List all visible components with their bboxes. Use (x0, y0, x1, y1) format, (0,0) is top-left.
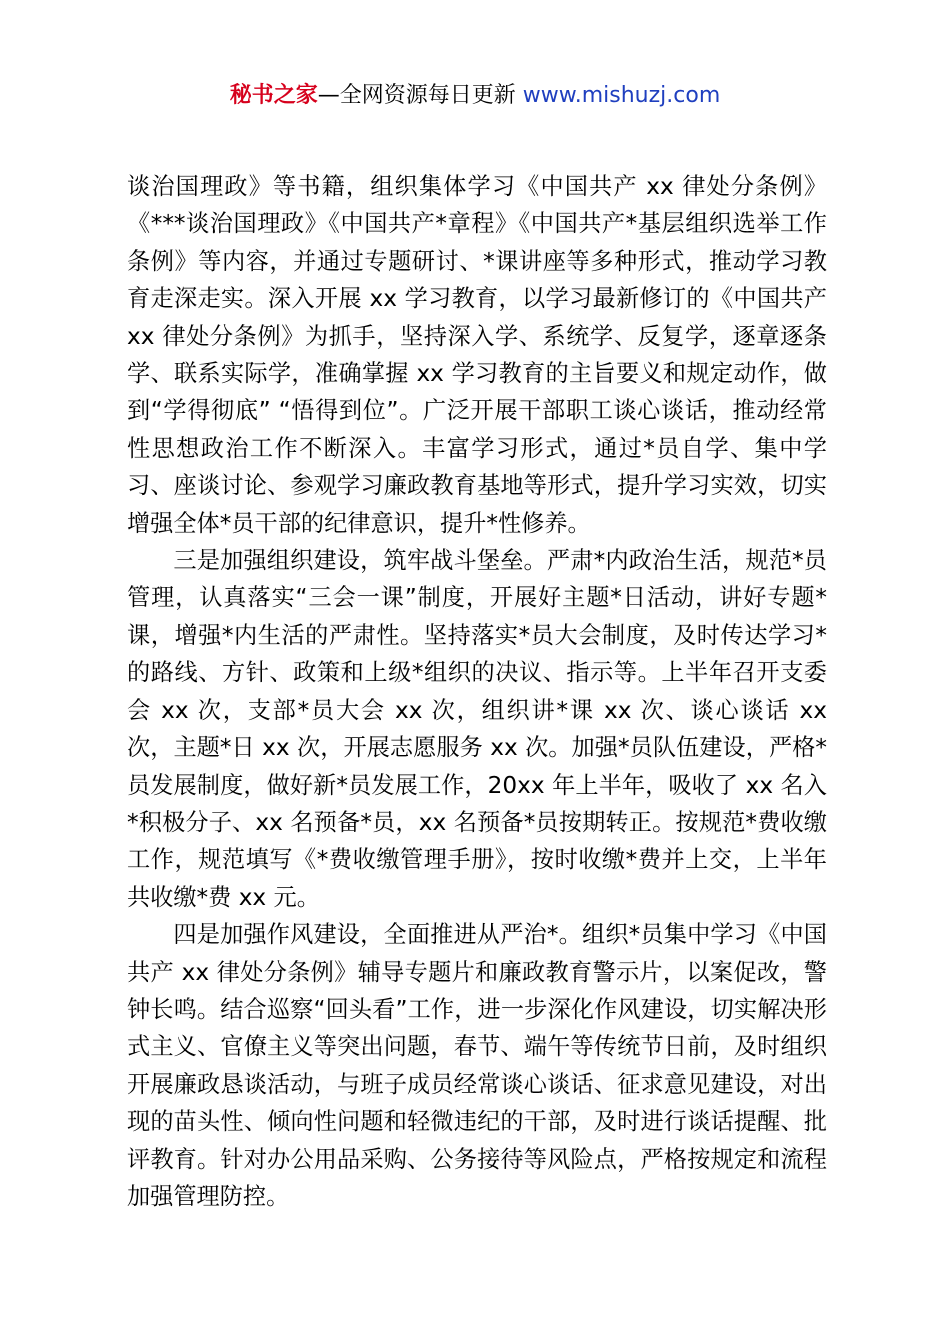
paragraph-work-style-building: 四是加强作风建设，全面推进从严治*。组织*员集中学习《中国共产 xx 律处分条例》辅导专题片和廉政教育警示片，以案促改，警钟长鸣。结合巡察“回头看”工作，进一步深化作风建设，切实解决形式主义、官僚主义等突出问题，春节、端午等传统节日前，及时组织开展廉政恳谈活动，与班子成员经常谈心谈话、征求意见建设，对出现的苗头性、倾向性问题和轻微违纪的干部，及时进行谈话提醒、批评教育。针对办公用品采购、公务接待等风险点，严格按规定和流程加强管理防控。 (127, 921, 827, 1210)
paragraph-continued: 谈治国理政》等书籍，组织集体学习《中国共产 xx 律处分条例》《***谈治国理政》《中国共产*章程》《中国共产*基层组织选举工作条例》等内容，并通过专题研讨、*课讲座等多种形式，推动学习教育走深走实。深入开展 xx 学习教育，以学习最新修订的《中国共产 xx 律处分条例》为抓手，坚持深入学、系统学、反复学，逐章逐条学、联系实际学，准确掌握 xx 学习教育的主旨要义和规定动作，做到“学得彻底” “悟得到位”。广泛开展干部职工谈心谈话，推动经常性思想政治工作不断深入。丰富学习形式，通过*员自学、集中学习、座谈讨论、参观学习廉政教育基地等形式，提升学习实效，切实增强全体*员干部的纪律意识，提升*性修养。 (127, 173, 827, 537)
site-tagline: —全网资源每日更新 (317, 83, 523, 108)
document-body (127, 168, 827, 1215)
site-url-link[interactable]: www.mishuzj.com (522, 83, 721, 108)
paragraph-organization-building: 三是加强组织建设，筑牢战斗堡垒。严肃*内政治生活，规范*员管理，认真落实“三会一课”制度，开展好主题*日活动，讲好专题*课，增强*内生活的严肃性。坚持落实*员大会制度，及时传达学习*的路线、方针、政策和上级*组织的决议、指示等。上半年召开支委会 xx 次，支部*员大会 xx 次，组织讲*课 xx 次、谈心谈话 xx 次，主题*日 xx 次，开展志愿服务 xx 次。加强*员队伍建设，严格*员发展制度，做好新*员发展工作，20xx 年上半年，吸收了 xx 名入*积极分子、xx 名预备*员，xx 名预备*员按期转正。按规范*费收缴工作，规范填写《*费收缴管理手册》，按时收缴*费并上交，上半年共收缴*费 xx 元。 (127, 547, 827, 911)
site-brand: 秘书之家 (229, 83, 318, 108)
site-header (0, 80, 950, 112)
